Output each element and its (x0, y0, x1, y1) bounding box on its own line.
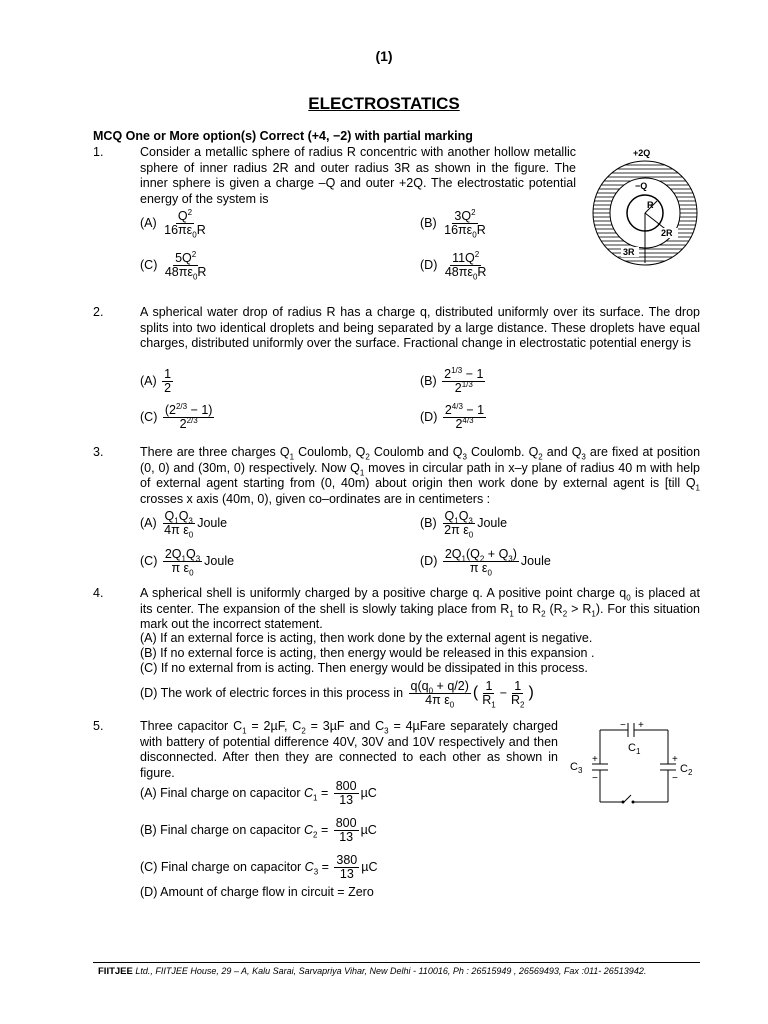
q5-number: 5. (93, 719, 104, 733)
concentric-spheres-figure (585, 143, 705, 268)
q2-option-c-label: (C) (140, 409, 158, 424)
q3-number: 3. (93, 445, 104, 459)
svg-text:−: − (672, 773, 678, 784)
q3-option-c-label: (C) (140, 553, 158, 568)
q3-option-b-unit: Joule (477, 515, 508, 530)
q1-option-b-label: (B) (420, 215, 437, 230)
fig1-label-3r: 3R (623, 247, 635, 257)
q4-text-line1: A spherical shell is uniformly charged by a positive charge q. A positive point charge q (140, 586, 627, 600)
q3-text: There are three charges $Q_1$ Coulomb, $Q_2$ Coulomb and $Q_3$ Coulomb. $Q_2$ and $Q_3$ are fixed at position (0, 0) and (30m, 0) respectively. Now $Q_1$ moves in circular path in x–y plane of radius 40 m with help of external agent starting from (0, 40m) about origin then work done by external agent is [till $Q_1$ crosses x axis (40m, 0), given co–ordinates are in centimeters : (140, 445, 701, 506)
q3-option-c: (C) $\frac{2Q_1Q_3}{\pi \varepsilon_0}$ Joule (140, 547, 235, 578)
q2-option-a-label: (A) (140, 373, 157, 388)
q4-option-a: (A) If an external force is acting, then work done by the external agent is negative. (140, 631, 593, 645)
q1-option-c: (C) $\frac{5Q^2}{48\pi\varepsilon_0R}$ (140, 249, 207, 282)
section-heading: MCQ One or More option(s) Correct (+4, −2) with partial marking (93, 129, 473, 143)
q1-option-c-label: (C) (140, 257, 158, 272)
q1-option-b: (B) $\frac{3Q^2}{16\pi\varepsilon_0R}$ (420, 207, 486, 240)
footer-text: Ltd., FIITJEE House, 29 – A, Kalu Sarai, Sarvapriya Vihar, New Delhi - 110016, Ph : 26515949 , 26569493, Fax :011- 26513942. (132, 966, 647, 976)
fig1-outer-charge: +2Q (633, 148, 651, 158)
q3-option-d-unit: Joule (520, 553, 551, 568)
page-title: ELECTROSTATICS (308, 94, 460, 113)
q4-text: A spherical shell is uniformly charged by a positive charge q. A positive point charge $q_0$ is placed at its center. The expansion of the shell is slowly taking place from $R_1$ to $R_2$ $(R_2 > R_1)$. For this situation mark out the incorrect statement. (140, 586, 701, 631)
q2-option-a: (A) $\frac{1}{2}$ (140, 367, 172, 395)
q5-text: Three capacitor $C_1 = 2\mu F$, $C_2 = 3\mu F$ and $C_3$ = 4µFare separately charged with battery of potential difference 40V, 30V and 10V respectively and then disconnected. After then they are connected to each other as shown in figure. (140, 719, 558, 780)
q4-text-line1b: is placed (630, 586, 686, 600)
q2-option-b: (B) $\frac{2^{1/3} - 1}{2^{1/3}}$ (420, 365, 484, 395)
fig5-label-c3: C (570, 761, 578, 773)
q3-option-a: (A) $\frac{Q_1Q_3}{4\pi \varepsilon_0}$ Joule (140, 509, 228, 540)
q5-option-b: (B) Final charge on capacitor $C_2$ = $\frac{800}{13}$ µC (140, 816, 377, 844)
q4-option-b: (B) If no external force is acting, then energy would be released in this expansion . (140, 646, 595, 660)
q4-number: 4. (93, 586, 104, 600)
svg-text:C2: $C_2$ (680, 763, 693, 777)
footer (98, 966, 646, 977)
fig5-label-c2: C (680, 763, 688, 775)
q2-option-b-label: (B) (420, 373, 437, 388)
q4-option-d-text: (D) The work of electric forces in this process in (140, 685, 404, 700)
q3-option-a-label: (A) (140, 515, 157, 530)
q3-option-d-label: (D) (420, 553, 438, 568)
footer-divider (93, 962, 700, 963)
svg-text:+: + (672, 754, 678, 765)
svg-text:−: − (592, 773, 598, 784)
fig1-label-2r: 2R (661, 228, 673, 238)
q1-number: 1. (93, 145, 104, 159)
q5-option-d: (D) Amount of charge flow in circuit = Zero (140, 885, 374, 899)
fig1-label-r: R (647, 200, 654, 210)
q4-option-c: (C) If no external from is acting. Then energy would be dissipated in this process. (140, 661, 588, 675)
q2-number: 2. (93, 305, 104, 319)
q2-option-d: (D) $\frac{2^{4/3} - 1}{2^{4/3}}$ (420, 401, 485, 431)
q1-option-d: (D) $\frac{11Q^2}{48\pi\varepsilon_0R}$ (420, 249, 487, 282)
q2-option-c: (C) $\frac{(2^{2/3} - 1)}{2^{2/3}}$ (140, 401, 213, 431)
q1-text: Consider a metallic sphere of radius R concentric with another hollow metallic sphere of inner radius 2R and outer radius 3R as shown in the figure. The inner sphere is given a charge –Q and outer +2Q. The electrostatic potential energy of the system is (140, 145, 576, 206)
q5-option-a: (A) Final charge on capacitor $C_1$ = $\frac{800}{13}$ µC (140, 779, 377, 807)
q1-option-d-label: (D) (420, 257, 438, 272)
q3-option-a-unit: Joule (197, 515, 228, 530)
capacitor-circuit-figure (568, 718, 703, 810)
q3-option-b-label: (B) (420, 515, 437, 530)
q5-option-a-text: (A) Final charge on capacitor (140, 785, 301, 800)
fig5-label-c1: C (628, 742, 636, 754)
q5-option-c-text: (C) Final charge on capacitor (140, 859, 302, 874)
q4-option-d: (D) The work of electric forces in this process in $\frac{q(q_0 + q/2)}{4\pi \varepsilon_0}$ ( $\frac{1}{R_1}$ − $\frac{1}{R_2}$ ) (140, 679, 534, 710)
svg-text:C1: $C_1$ (628, 742, 641, 756)
q3-option-d: (D) $\frac{2Q_1(Q_2 + Q_3)}{\pi \varepsilon_0}$ Joule (420, 547, 551, 578)
q1-option-a: (A) $\frac{Q^2}{16\pi\varepsilon_0R}$ (140, 207, 206, 240)
q5-option-c: (C) Final charge on capacitor $C_3$ = $\frac{380}{13}$ µC (140, 853, 378, 881)
page-number: (1) (375, 48, 393, 64)
q3-option-b: (B) $\frac{Q_1Q_3}{2\pi \varepsilon_0}$ Joule (420, 509, 508, 540)
footer-brand: FIITJEE (98, 966, 133, 977)
q4-text-line2: at its center. The expansion of the shell is slowly taking place from R (140, 586, 700, 616)
q4-text-line3: situation mark out the incorrect statement. (140, 601, 701, 631)
svg-text:C3: $C_3$ (570, 761, 583, 775)
svg-text:+: + (592, 754, 598, 765)
q5-option-b-text: (B) Final charge on capacitor (140, 822, 301, 837)
svg-text:−: − (620, 720, 626, 731)
q3-option-c-unit: Joule (204, 553, 235, 568)
q1-option-a-label: (A) (140, 215, 157, 230)
q2-text: A spherical water drop of radius R has a charge q, distributed uniformly over its surface. The drop splits into two identical droplets and being separated by a large distance. These droplets have equal charges, distributed uniformly over the surface. Fractional change in electrostatic potential energy is (140, 305, 700, 350)
fig1-inner-charge: −Q (635, 181, 648, 191)
svg-text:+: + (638, 720, 644, 731)
q2-option-d-label: (D) (420, 409, 438, 424)
